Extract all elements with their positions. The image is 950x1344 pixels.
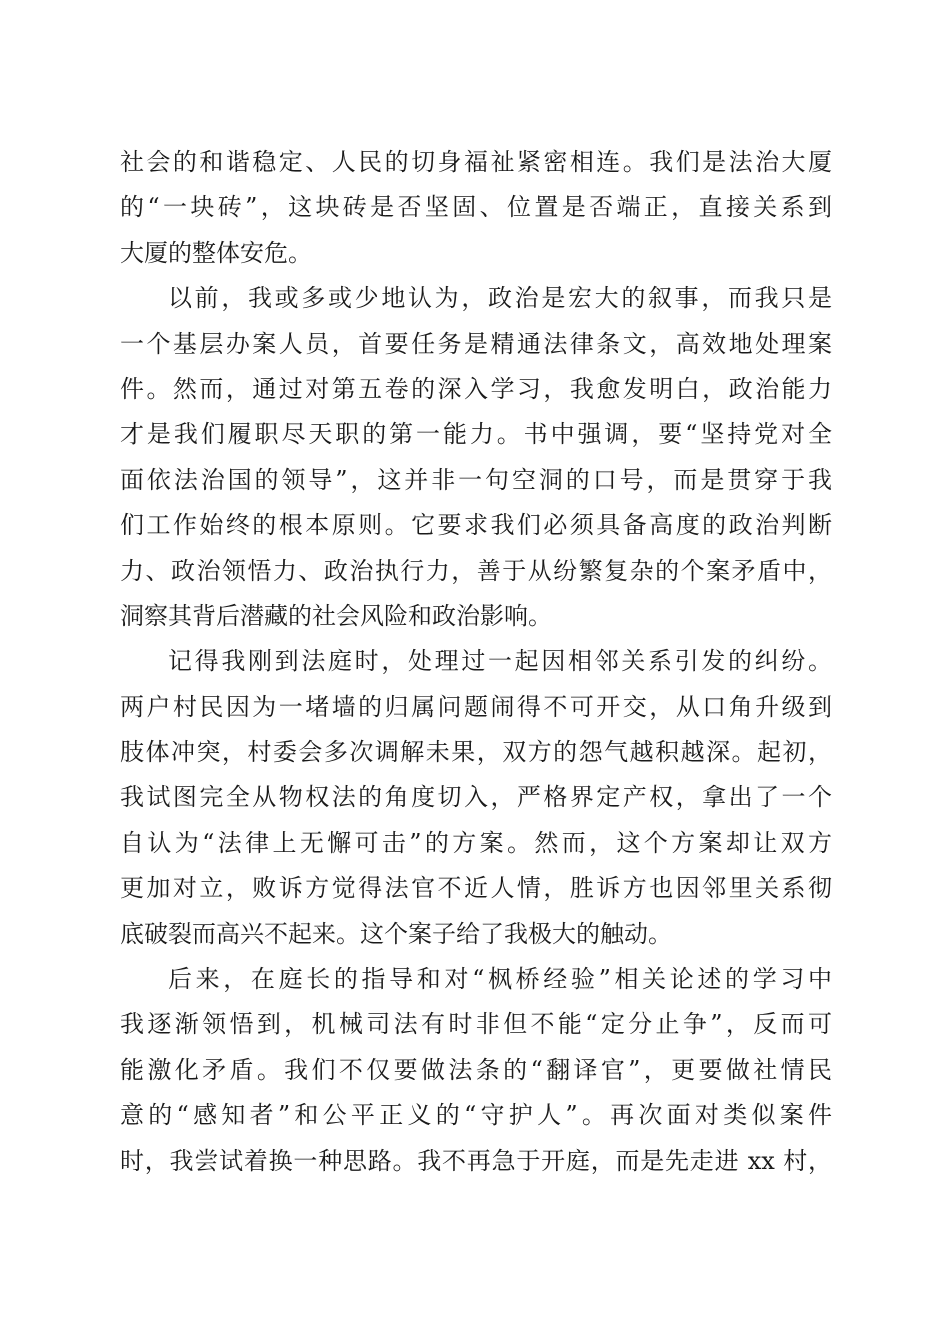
text-line: 时，我尝试着换一种思路。我不再急于开庭，而是先走进 xx 村，	[120, 1146, 832, 1175]
text-line: 意的“感知者”和公平正义的“守护人”。再次面对类似案件	[120, 1101, 832, 1130]
text-line: 力、政治领悟力、政治执行力，善于从纷繁复杂的个案矛盾中，	[120, 556, 832, 585]
text-line: 我逐渐领悟到，机械司法有时非但不能“定分止争”，反而可	[120, 1010, 832, 1039]
paragraph-2	[120, 276, 832, 639]
text-line: 社会的和谐稳定、人民的切身福祉紧密相连。我们是法治大厦	[120, 148, 832, 176]
text-line: 两户村民因为一堵墙的归属问题闹得不可开交，从口角升级到	[120, 692, 832, 721]
text-line: 我试图完全从物权法的角度切入，严格界定产权，拿出了一个	[120, 783, 832, 812]
text-line: 们工作始终的根本原则。它要求我们必须具备高度的政治判断	[120, 511, 832, 540]
text-line: 件。然而，通过对第五卷的深入学习，我愈发明白，政治能力	[120, 374, 832, 403]
paragraph-1	[120, 140, 832, 276]
text-line: 后来，在庭长的指导和对“枫桥经验”相关论述的学习中	[168, 965, 832, 994]
paragraph-3	[120, 639, 832, 957]
text-line: 大厦的整体安危。	[120, 238, 312, 267]
text-line: 才是我们履职尽天职的第一能力。书中强调，要“坚持党对全	[120, 420, 832, 449]
paragraph-4	[120, 957, 832, 1184]
text-line: 底破裂而高兴不起来。这个案子给了我极大的触动。	[120, 919, 672, 948]
text-line: 自认为“法律上无懈可击”的方案。然而，这个方案却让双方	[120, 828, 832, 857]
text-line: 肢体冲突，村委会多次调解未果，双方的怨气越积越深。起初，	[120, 738, 832, 767]
text-line: 记得我刚到法庭时，处理过一起因相邻关系引发的纠纷。	[168, 647, 832, 676]
text-line: 的“一块砖”，这块砖是否坚固、位置是否端正，直接关系到	[120, 193, 832, 222]
text-line: 洞察其背后潜藏的社会风险和政治影响。	[120, 601, 552, 630]
body-text	[120, 140, 832, 1184]
text-line: 一个基层办案人员，首要任务是精通法律条文，高效地处理案	[120, 329, 832, 358]
text-line: 能激化矛盾。我们不仅要做法条的“翻译官”，更要做社情民	[120, 1055, 832, 1084]
text-line: 更加对立，败诉方觉得法官不近人情，胜诉方也因邻里关系彻	[120, 874, 832, 903]
text-line: 以前，我或多或少地认为，政治是宏大的叙事，而我只是	[168, 284, 832, 313]
text-line: 面依法治国的领导”，这并非一句空洞的口号，而是贯穿于我	[120, 465, 832, 494]
